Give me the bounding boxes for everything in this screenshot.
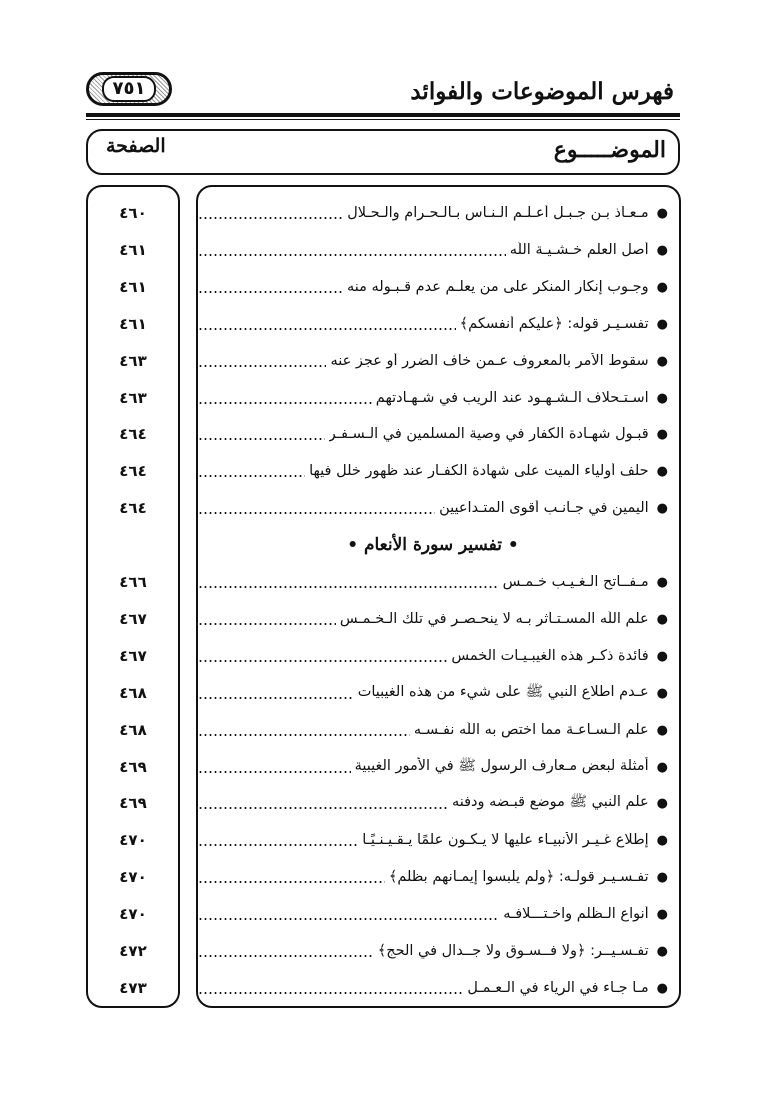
entry-page-number: ٤٧٠ <box>119 868 147 886</box>
bullet-icon: ● <box>656 574 668 590</box>
bullet-icon: ● <box>656 205 668 221</box>
header-rule-thin <box>86 119 680 120</box>
bullet-icon: ● <box>656 943 668 959</box>
entry-title: أمثلة لبعض مـعارف الرسول ﷺ في الأمور الغيبية <box>354 757 649 774</box>
entry-page-number: ٤٦٧ <box>119 610 147 628</box>
bullet-icon: ● <box>656 316 668 332</box>
entry-page-number: ٤٦١ <box>119 241 147 259</box>
dot-leader <box>198 881 385 883</box>
entry-page-number: ٤٦٨ <box>119 721 147 739</box>
entry-page-number: ٤٦٣ <box>119 389 147 407</box>
entry-title: أنواع الـظلم واخـتـــلافـه <box>503 906 649 922</box>
bullet-icon: ● <box>656 759 668 775</box>
entry-page-number: ٤٦٤ <box>119 462 147 480</box>
entry-page-number: ٤٦٧ <box>119 647 147 665</box>
dot-leader <box>198 734 410 736</box>
dot-leader <box>198 328 456 330</box>
index-entry <box>198 678 668 708</box>
entry-title: مـا جـاء في الرياء في الـعـمـل <box>467 980 649 996</box>
entry-title: إطلاع غـيـر الأنبيـاء عليها لا يـكـون علمًا يـقـيـنـيًـا <box>362 832 649 848</box>
entry-page-number: ٤٧٣ <box>119 979 147 997</box>
entry-title: علم الـسـاعـة مما اختص به اللّه نفـسـه <box>413 722 649 738</box>
entry-page-number: ٤٦٨ <box>119 684 147 702</box>
entry-page-number: ٤٦٤ <box>119 499 147 517</box>
entry-page-number: ٤٦٠ <box>119 204 147 222</box>
entry-title: مـعـاذ بـن جـبـل أعـلـم الـنـاس بـالـحـرام والـحـلال <box>347 205 649 221</box>
dot-leader <box>198 586 499 588</box>
dot-leader <box>198 955 374 957</box>
page-column-label: الصفحة <box>106 135 166 157</box>
dot-leader <box>198 217 343 219</box>
page-number-badge <box>86 72 172 106</box>
dot-leader <box>198 475 305 477</box>
dot-leader <box>198 697 354 699</box>
bullet-icon: ● <box>656 795 668 811</box>
entry-title: وجـوب إنكار المنكر على من يعلـم عدم قـبـوله منه <box>347 279 649 295</box>
index-entry <box>198 567 668 597</box>
entry-page-number: ٤٧٠ <box>119 831 147 849</box>
entry-page-number: ٤٦١ <box>119 278 147 296</box>
entry-page-number: ٤٦٩ <box>119 758 147 776</box>
topic-column-label: الموضـــــوع <box>553 137 666 163</box>
entry-title: حلف أولياء الميت على شهادة الكفـار عند ظهور خلل فيها <box>309 463 649 479</box>
entry-page-number: ٤٧٠ <box>119 905 147 923</box>
index-entry <box>198 899 668 929</box>
entry-page-number: ٤٦١ <box>119 315 147 333</box>
bullet-icon: ● <box>656 906 668 922</box>
index-entry <box>198 752 668 782</box>
index-entry <box>198 235 668 265</box>
dot-leader <box>198 402 372 404</box>
bullet-icon: ● <box>656 500 668 516</box>
bullet-icon: ● <box>656 611 668 627</box>
dot-leader <box>198 918 499 920</box>
index-entry <box>198 272 668 302</box>
index-entry <box>198 973 668 1003</box>
index-entry <box>198 936 668 966</box>
index-entry <box>198 198 668 228</box>
bullet-icon: ● <box>656 463 668 479</box>
dot-leader <box>198 623 336 625</box>
index-entry <box>198 346 668 376</box>
entry-title: أصل العلم خـشـيـة اللّه <box>509 242 649 258</box>
dot-leader <box>198 291 343 293</box>
bullet-icon: ● <box>656 390 668 406</box>
entry-title: مـفــاتح الـغـيـب خـمـس <box>502 574 649 590</box>
running-header-title: فهرس الموضوعات والفوائد <box>410 78 674 105</box>
bullet-icon: ● <box>656 722 668 738</box>
index-entry <box>198 456 668 486</box>
entry-title: علم النبي ﷺ موضع قبـضه ودفنه <box>451 793 649 810</box>
section-heading: • تفسير سورة الأنعام • <box>347 535 519 555</box>
index-entry <box>198 383 668 413</box>
dot-leader <box>198 254 506 256</box>
index-entry <box>198 862 668 892</box>
bullet-icon: ● <box>656 869 668 885</box>
dot-leader <box>198 438 325 440</box>
index-entry <box>198 825 668 855</box>
index-entry <box>198 604 668 634</box>
entry-page-number: ٤٦٣ <box>119 352 147 370</box>
entry-title: اليمين في جـانـب أقوى المتـداعيين <box>439 500 649 516</box>
bullet-icon: ● <box>656 648 668 664</box>
entry-title: اسـتـحلاف الـشـهـود عند الريب في شـهـادتهم <box>375 390 649 406</box>
index-entry <box>198 715 668 745</box>
dot-leader <box>198 807 448 809</box>
column-header-box <box>86 129 680 175</box>
index-entry <box>198 641 668 671</box>
entry-page-number: ٤٦٦ <box>119 573 147 591</box>
entry-title: عـدم اطلاع النبي ﷺ على شيء من هذه الغيبيات <box>357 683 649 700</box>
bullet-icon: ● <box>656 426 668 442</box>
entry-title: تفـسـيــر: ﴿ولا فــسـوق ولا جــدال في الحج﴾ <box>377 943 649 959</box>
entry-title: قبـول شهـادة الكفار في وصية المسلمين في الـسـفـر <box>328 426 649 442</box>
entry-page-number: ٤٦٩ <box>119 794 147 812</box>
index-entry <box>198 493 668 523</box>
entry-title: فائدة ذكـر هذه الغيبـيـات الخمس <box>451 648 649 664</box>
index-entry <box>198 788 668 818</box>
entry-title: تفسـيـر قوله: ﴿عليكم أنفسكم﴾ <box>459 316 649 332</box>
entry-title: تفـسـيـر قولـه: ﴿ولم يلبسوا إيمـانهم بظلم﴾ <box>388 869 649 885</box>
header-rule-thick <box>86 113 680 117</box>
index-entry <box>198 309 668 339</box>
index-entry <box>198 419 668 449</box>
bullet-icon: ● <box>656 353 668 369</box>
bullet-icon: ● <box>656 685 668 701</box>
bullet-icon: ● <box>656 279 668 295</box>
bullet-icon: ● <box>656 832 668 848</box>
entry-title: علم اللّه المسـتـأثر بـه لا ينحـصـر في تلك الـخـمـس <box>339 611 649 627</box>
entry-page-number: ٤٦٤ <box>119 425 147 443</box>
bullet-icon: ● <box>656 242 668 258</box>
bullet-icon: ● <box>656 980 668 996</box>
dot-leader <box>198 365 326 367</box>
dot-leader <box>198 660 447 662</box>
dot-leader <box>198 844 358 846</box>
dot-leader <box>198 512 435 514</box>
dot-leader <box>198 992 463 994</box>
entry-page-number: ٤٧٢ <box>119 942 147 960</box>
page-number: ٧٥١ <box>102 76 157 102</box>
dot-leader <box>198 771 351 773</box>
entry-title: سقوط الأمر بالمعروف عـمن خاف الضرر أو عجز عنه <box>330 353 649 369</box>
